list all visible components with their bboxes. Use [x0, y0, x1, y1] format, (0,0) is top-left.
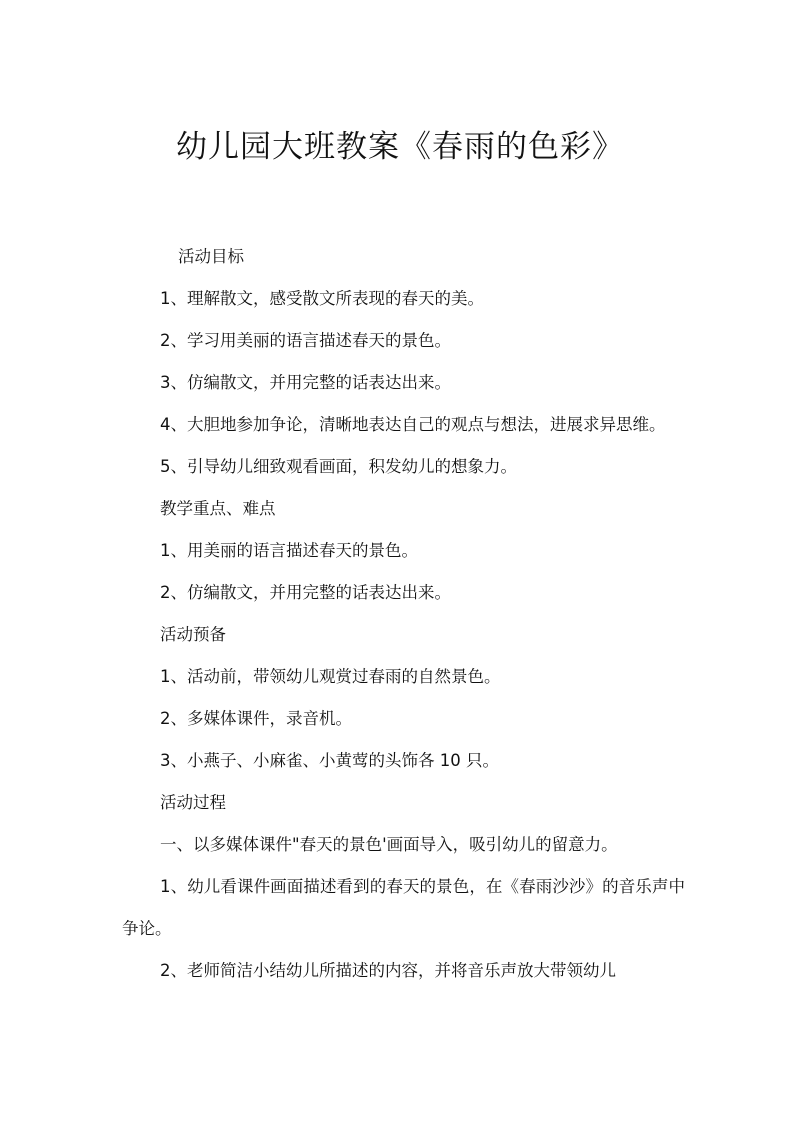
paragraph: 5、引导幼儿细致观看画面，积发幼儿的想象力。 — [160, 457, 517, 476]
paragraph: 1、幼儿看课件画面描述看到的春天的景色，在《春雨沙沙》的音乐声中争论。 — [122, 877, 685, 938]
paragraph: 1、理解散文，感受散文所表现的春天的美。 — [160, 289, 484, 308]
paragraph: 1、活动前，带领幼儿观赏过春雨的自然景色。 — [160, 667, 501, 686]
paragraph: 3、小燕子、小麻雀、小黄莺的头饰各 10 只。 — [160, 751, 499, 770]
paragraph: 1、用美丽的语言描述春天的景色。 — [160, 541, 418, 560]
paragraph: 3、仿编散文，并用完整的话表达出来。 — [160, 373, 451, 392]
document-body — [122, 236, 685, 992]
section-heading-activity-goals: 活动目标 — [178, 247, 244, 266]
paragraph: 一、以多媒体课件"春天的景色'画面导入，吸引幼儿的留意力。 — [160, 835, 618, 854]
section-heading-key-points: 教学重点、难点 — [160, 499, 276, 518]
paragraph: 2、老师简洁小结幼儿所描述的内容，并将音乐声放大带领幼儿 — [160, 961, 616, 980]
paragraph: 2、多媒体课件，录音机。 — [160, 709, 352, 728]
document-title: 幼儿园大班教案《春雨的色彩》 — [176, 129, 624, 165]
section-heading-preparation: 活动预备 — [160, 625, 226, 644]
paragraph: 4、大胆地参加争论，清晰地表达自己的观点与想法，进展求异思维。 — [160, 415, 666, 434]
paragraph: 2、仿编散文，并用完整的话表达出来。 — [160, 583, 451, 602]
section-heading-process: 活动过程 — [160, 793, 226, 812]
paragraph: 2、学习用美丽的语言描述春天的景色。 — [160, 331, 451, 350]
